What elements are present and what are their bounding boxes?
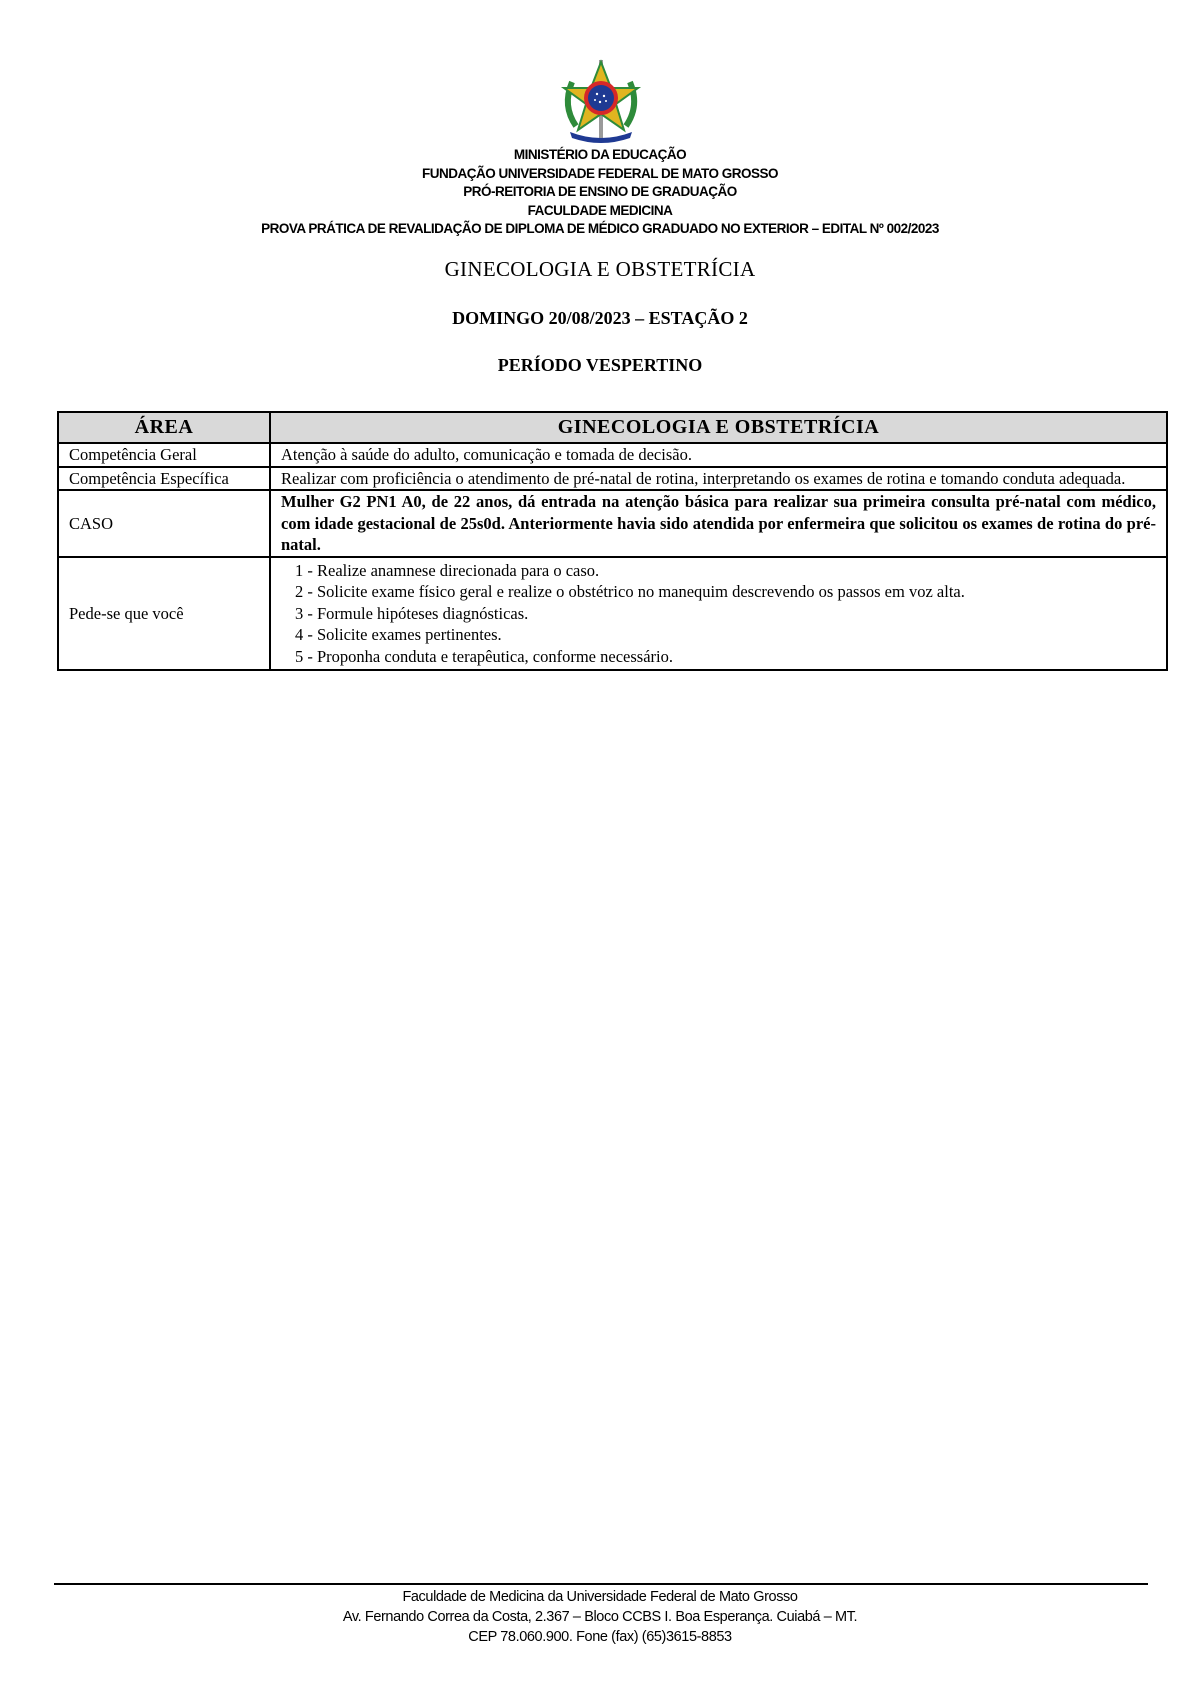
- header-line-ministry: MINISTÉRIO DA EDUCAÇÃO: [513, 147, 687, 162]
- table-row: [58, 490, 1167, 557]
- footer-line-contact: CEP 78.060.900. Fone (fax) (65)3615-8853: [468, 1629, 732, 1645]
- row-label-tasks: Pede-se que você: [58, 557, 270, 671]
- station-info-table: [57, 411, 1168, 671]
- footer-divider: [54, 1583, 1148, 1585]
- row-label-general-competence: Competência Geral: [58, 443, 270, 467]
- header-line-foundation: FUNDAÇÃO UNIVERSIDADE FEDERAL DE MATO GROSSO: [421, 165, 779, 181]
- row-value-specific-competence: Realizar com proficiência o atendimento de pré-natal de rotina, interpretando os exames de rotina e tomando conduta adequada.: [270, 467, 1167, 491]
- header-line-pro-rectorate: PRÓ-REITORIA DE ENSINO DE GRADUAÇÃO: [463, 184, 737, 199]
- header-line-faculty: FACULDADE MEDICINA: [527, 202, 673, 218]
- footer: [0, 1587, 1200, 1647]
- table-row: [58, 557, 1167, 671]
- list-item: 5 - Proponha conduta e terapêutica, conforme necessário.: [295, 646, 673, 666]
- row-value-tasks: [270, 557, 1167, 671]
- list-item: 3 - Formule hipóteses diagnósticas.: [295, 603, 529, 623]
- footer-line-faculty: Faculdade de Medicina da Universidade Federal de Mato Grosso: [402, 1589, 798, 1605]
- task-list: [281, 558, 1156, 670]
- list-item: 2 - Solicite exame físico geral e realize o obstétrico no manequim descrevendo os passos em voz alta.: [295, 582, 965, 601]
- footer-line-address: Av. Fernando Correa da Costa, 2.367 – Bloco CCBS I. Boa Esperança. Cuiabá – MT.: [342, 1609, 858, 1625]
- subject-title: GINECOLOGIA E OBSTETRÍCIA: [444, 257, 756, 281]
- list-item: 1 - Realize anamnese direcionada para o caso.: [295, 560, 600, 580]
- date-station-title: DOMINGO 20/08/2023 – ESTAÇÃO 2: [452, 308, 748, 328]
- row-value-case: Mulher G2 PN1 A0, de 22 anos, dá entrada na atenção básica para realizar sua primeira consulta pré-natal com médico, com idade gestacional de 25s0d. Anteriormente havia sido atendida por enfermeira que solicitou os exames de rotina do pré-natal.: [270, 490, 1167, 557]
- table-row: [58, 443, 1167, 467]
- table-header-area: ÁREA: [58, 412, 270, 443]
- row-value-general-competence: Atenção à saúde do adulto, comunicação e tomada de decisão.: [270, 443, 1167, 467]
- list-item: 4 - Solicite exames pertinentes.: [295, 625, 502, 644]
- institution-header: [0, 146, 1200, 239]
- table-header-row: [58, 412, 1167, 443]
- row-label-case: CASO: [58, 490, 270, 557]
- table-row: [58, 467, 1167, 491]
- brazil-coat-of-arms-icon: [556, 56, 646, 146]
- period-title: PERÍODO VESPERTINO: [497, 355, 703, 375]
- header-line-exam: PROVA PRÁTICA DE REVALIDAÇÃO DE DIPLOMA DE MÉDICO GRADUADO NO EXTERIOR – EDITAL Nº 002/2023: [261, 221, 939, 236]
- table-header-subject: GINECOLOGIA E OBSTETRÍCIA: [270, 412, 1167, 443]
- row-label-specific-competence: Competência Específica: [58, 467, 270, 491]
